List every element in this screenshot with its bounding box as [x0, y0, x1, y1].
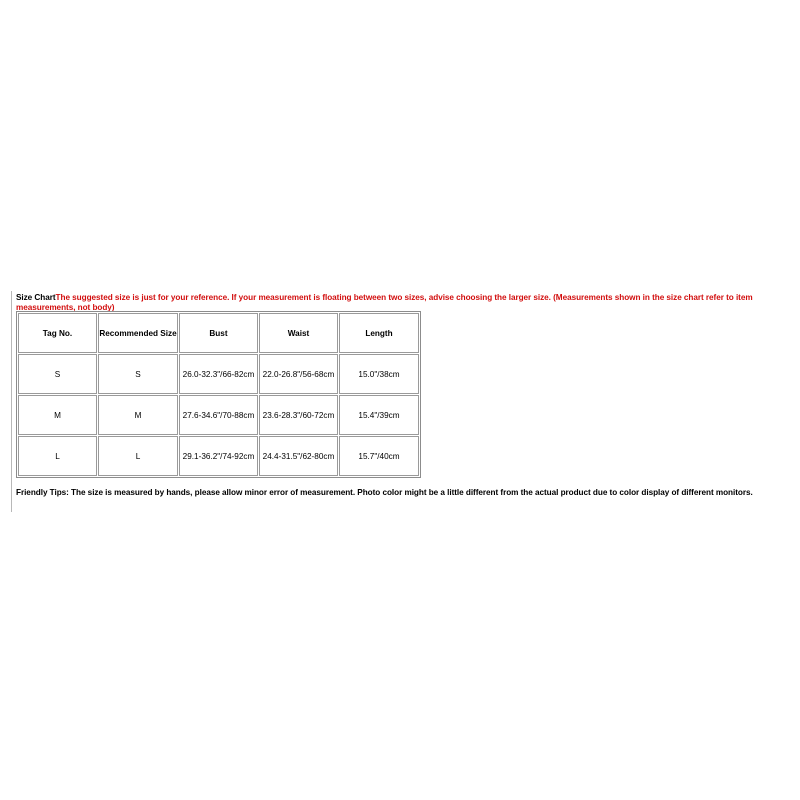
friendly-tips: Friendly Tips: The size is measured by hands, please allow minor error of measurement. Photo color might be a little different from the actual product due to color display of different monitors. [16, 488, 753, 497]
cell-tag-no: S [18, 354, 97, 394]
cell-length: 15.7"/40cm [339, 436, 419, 476]
cell-recommended-size: S [98, 354, 178, 394]
cell-waist: 24.4-31.5"/62-80cm [259, 436, 338, 476]
size-chart-title: Size Chart [16, 293, 56, 302]
table-header-row [18, 313, 419, 353]
table-row [18, 354, 419, 394]
column-header-length: Length [339, 313, 419, 353]
table-row [18, 436, 419, 476]
size-chart-header [16, 293, 792, 312]
column-header-tag-no: Tag No. [18, 313, 97, 353]
size-chart-table [16, 311, 421, 478]
cell-recommended-size: L [98, 436, 178, 476]
column-header-waist: Waist [259, 313, 338, 353]
cell-length: 15.0"/38cm [339, 354, 419, 394]
cell-tag-no: M [18, 395, 97, 435]
table-row [18, 395, 419, 435]
left-divider-line [11, 291, 12, 512]
cell-bust: 27.6-34.6"/70-88cm [179, 395, 258, 435]
cell-bust: 29.1-36.2"/74-92cm [179, 436, 258, 476]
column-header-bust: Bust [179, 313, 258, 353]
cell-waist: 23.6-28.3"/60-72cm [259, 395, 338, 435]
cell-recommended-size: M [98, 395, 178, 435]
cell-tag-no: L [18, 436, 97, 476]
cell-waist: 22.0-26.8"/56-68cm [259, 354, 338, 394]
column-header-recommended-size: Recommended Size [98, 313, 178, 353]
cell-length: 15.4"/39cm [339, 395, 419, 435]
size-chart-note: The suggested size is just for your reference. If your measurement is floating between two sizes, advise choosing the larger size. (Measurements shown in the size chart refer to item measurements, not body) [16, 293, 753, 312]
cell-bust: 26.0-32.3"/66-82cm [179, 354, 258, 394]
